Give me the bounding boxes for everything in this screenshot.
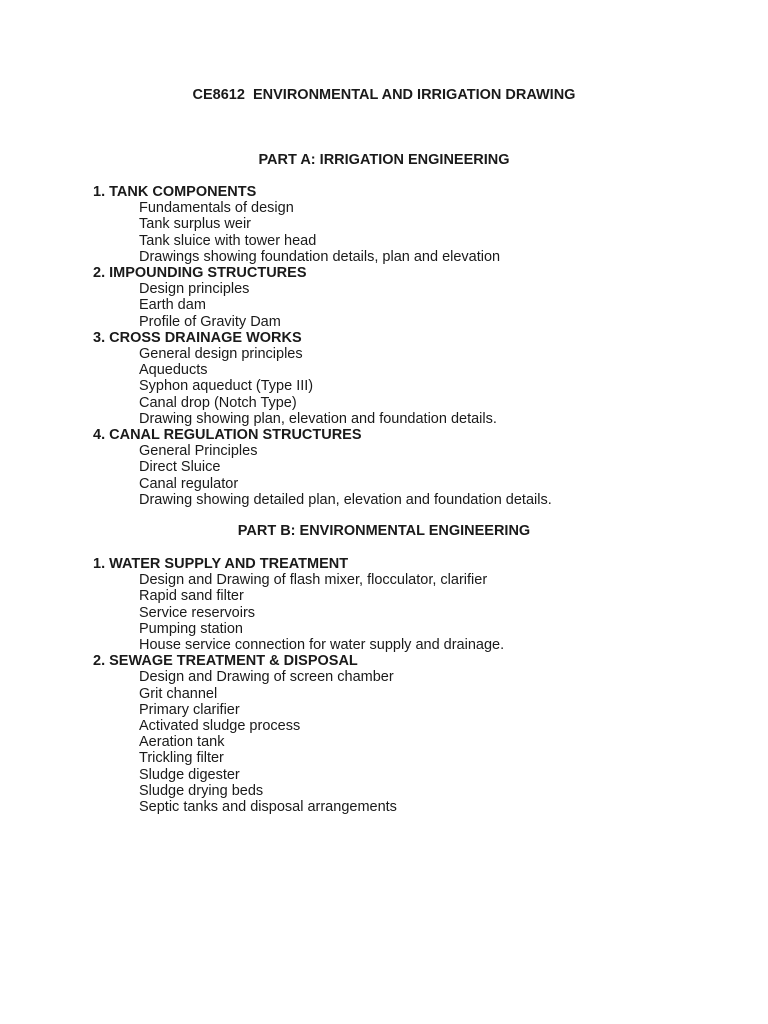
topic-item: Direct Sluice [139,459,221,476]
part-b-syllabus [93,556,733,815]
section-title: 1. WATER SUPPLY AND TREATMENT [93,556,349,572]
topic-item: Fundamentals of design [139,200,294,217]
topic-item: Service reservoirs [139,604,256,621]
section-tank-components [93,184,733,265]
section-impounding-structures [93,265,733,330]
section-title: 1. TANK COMPONENTS [93,184,257,200]
topic-item: Drawings showing foundation details, plan and elevation [139,248,501,265]
topic-item: Design and Drawing of screen chamber [139,669,394,686]
topic-item: House service connection for water supply and drainage. [139,637,505,654]
topic-item: Tank surplus weir [139,216,252,233]
part-b-heading: PART B: ENVIRONMENTAL ENGINEERING [237,523,531,539]
topic-item: Sludge drying beds [139,782,264,799]
topic-item: Design principles [139,281,250,298]
topic-item: Sludge digester [139,766,240,783]
topic-item: Earth dam [139,297,206,314]
section-sewage-treatment-and-disposal [93,653,733,815]
part-a-syllabus [93,184,733,508]
topic-item: Profile of Gravity Dam [139,313,281,330]
topic-item: Canal drop (Notch Type) [139,394,297,411]
section-cross-drainage-works [93,330,733,427]
topic-item: General Principles [139,443,258,460]
topic-item: Pumping station [139,620,243,637]
topic-item: Rapid sand filter [139,588,244,605]
topic-item: Tank sluice with tower head [139,232,317,249]
section-water-supply-and-treatment [93,556,733,653]
topic-item: Syphon aqueduct (Type III) [139,378,314,395]
topic-item: Grit channel [139,685,218,702]
part-a-heading: PART A: IRRIGATION ENGINEERING [258,152,510,168]
topic-item: Drawing showing plan, elevation and foundation details. [139,410,497,427]
section-title: 3. CROSS DRAINAGE WORKS [93,329,302,346]
topic-item: Design and Drawing of flash mixer, flocculator, clarifier [139,572,488,589]
document-title: CE8612 ENVIRONMENTAL AND IRRIGATION DRAWING [192,87,576,103]
topic-item: General design principles [139,346,303,363]
topic-item: Canal regulator [139,475,239,492]
topic-item: Aeration tank [139,734,225,751]
topic-item: Trickling filter [139,750,224,767]
section-title: 2. IMPOUNDING STRUCTURES [93,265,307,282]
topic-item: Primary clarifier [139,701,240,718]
section-title: 4. CANAL REGULATION STRUCTURES [93,427,362,444]
topic-item: Activated sludge process [139,718,301,735]
topic-item: Aqueducts [139,362,208,379]
section-title: 2. SEWAGE TREATMENT & DISPOSAL [93,653,358,670]
topic-item: Septic tanks and disposal arrangements [139,799,397,816]
topic-item: Drawing showing detailed plan, elevation and foundation details. [139,491,552,508]
section-canal-regulation-structures [93,427,733,508]
